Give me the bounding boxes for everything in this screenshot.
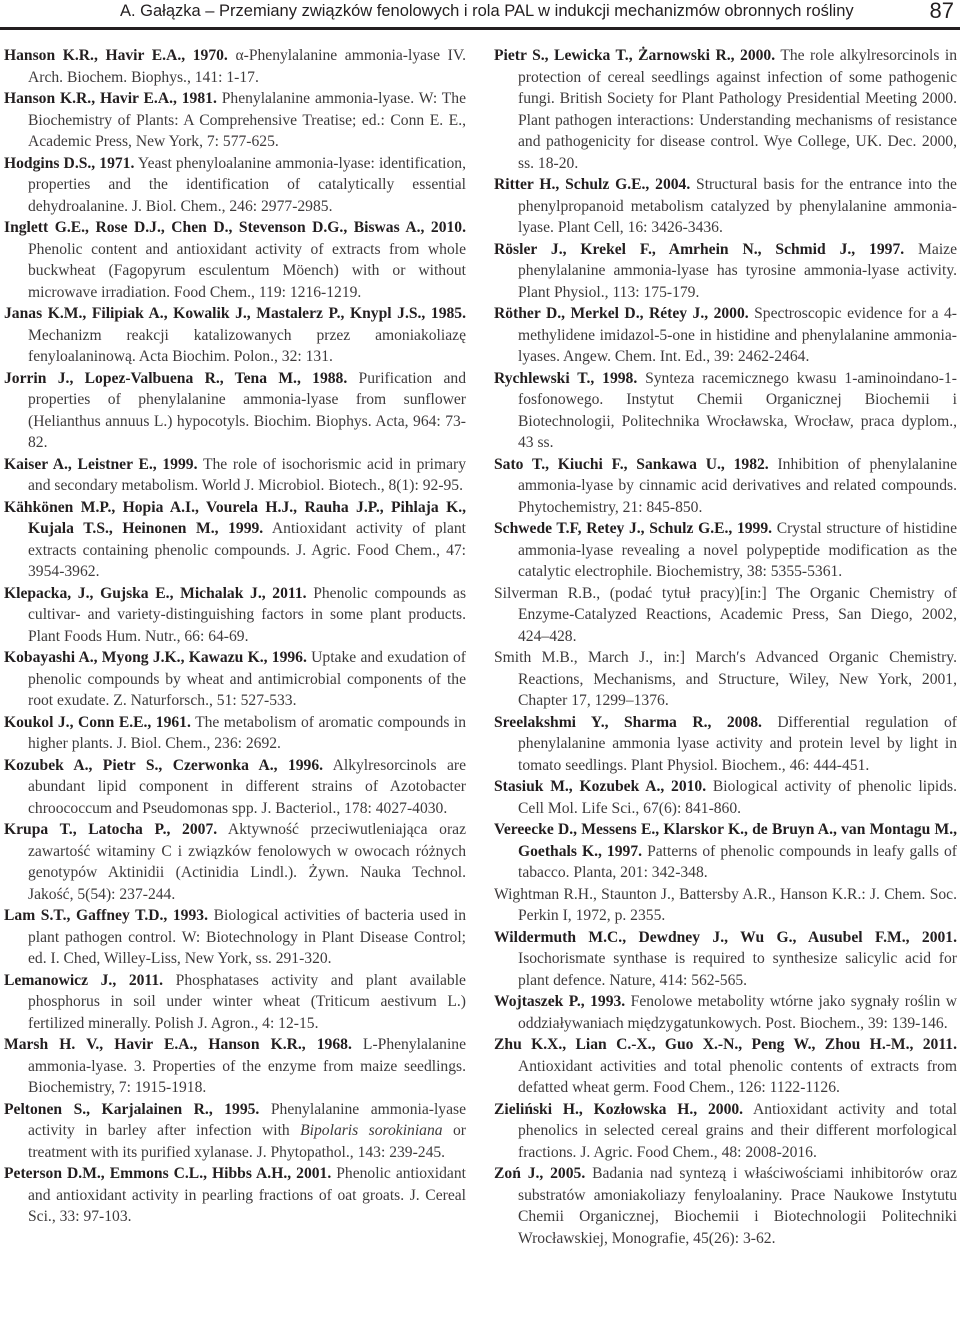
reference-entry [494, 303, 957, 368]
reference-authors: Janas K.M., Filipiak A., Kowalik J., Mastalerz P., Knypl J.S., 1985. [4, 305, 466, 322]
reference-text: Inhibition of phenylalanine ammonia-lyase by cinnamic acid derivatives and related compounds. Phytochemistry, 21: 845-850. [518, 455, 957, 516]
reference-entry [4, 970, 466, 1035]
reference-authors: Hanson K.R., Havir E.A., 1981. [4, 90, 217, 107]
reference-entry [494, 45, 957, 174]
reference-entry [4, 819, 466, 905]
reference-text: The role alkylresorcinols in protection of cereal seedlings against infection of some pathogenic fungi. British Society for Plant Pathology Presidential Meeting 2000. Plant pathogen interactions: Understanding mechanisms of resistance and pathogenicity for disease control. Wye College, UK. Dec. 2000, ss. 18-20. [518, 47, 957, 172]
reference-text: Aktywność przeciwutleniająca oraz zawartość witaminy C i związków fenolowych w owocach różnych genotypów Aktinidii (Actinidia Lindl.). Żywn. Nauka Technol. Jakość, 5(54): 237-244. [28, 821, 466, 903]
reference-text: The metabolism of aromatic compounds in higher plants. J. Biol. Chem., 236: 2692. [28, 713, 466, 752]
reference-text: Phenylalanine ammonia-lyase activity in barley after infection with [28, 1100, 467, 1139]
reference-entry [4, 1099, 466, 1164]
reference-authors: Zoń J., 2005. [494, 1165, 586, 1182]
reference-entry [494, 647, 957, 712]
reference-authors: Peltonen S., Karjalainen R., 1995. [4, 1100, 260, 1118]
reference-authors: Schwede T.F, Retey J., Schulz G.E., 1999. [494, 520, 773, 537]
reference-entry [4, 303, 466, 368]
reference-text: Phosphatases activity and plant available phosphorus in soil under winter wheat (Triticum aestivum L.) fertilized minerally. Polish J. Agron., 4: 12-15. [28, 971, 466, 1032]
reference-entry [4, 905, 466, 970]
reference-authors: Sreelakshmi Y., Sharma R., 2008. [494, 713, 762, 731]
reference-authors: Krupa T., Latocha P., 2007. [4, 821, 218, 838]
reference-text: L-Phenylalanine ammonia-lyase. 3. Properties of the enzyme from maize seedlings. Biochemistry, 7: 1915-1918. [28, 1036, 466, 1096]
reference-authors: Rösler J., Krekel F., Amrhein N., Schmid J., 1997. [494, 240, 905, 258]
reference-entry [4, 454, 466, 497]
reference-authors: Koukol J., Conn E.E., 1961. [4, 713, 191, 731]
reference-authors: Ritter H., Schulz G.E., 2004. [494, 176, 691, 193]
reference-entry [494, 819, 957, 884]
reference-authors: Jorrin J., Lopez-Valbuena R., Tena M., 1988. [4, 369, 348, 387]
running-title: A. Gałązka – Przemiany związków fenolowych i rola PAL w indukcji mechanizmów obronnych rośliny [120, 2, 854, 20]
reference-text: Silverman R.B., (podać tytuł pracy)[in:] The Organic Chemistry of Enzyme-Catalyzed Reactions, Academic Press, San Diego, 2002, 424–428. [494, 584, 957, 645]
reference-text: Mechanizm reakcji katalizowanych przez amoniakoliazę fenyloalaninową. Acta Biochim. Polon., 32: 131. [28, 326, 466, 365]
page-header [0, 0, 960, 26]
reference-entry [4, 1034, 466, 1099]
reference-entry [494, 1099, 957, 1164]
reference-authors: Vereecke D., Messens E., Klarskor K., de Bruyn A., van Montagu M., Goethals K., 1997. [494, 821, 957, 860]
reference-authors: Hodgins D.S., 1971. [4, 154, 135, 172]
reference-entry [494, 239, 957, 304]
reference-text: Crystal structure of histidine ammonia-lyase revealing a novel polypeptide modification as the catalytic electrophile. Biochemistry, 38: 5355-5361. [518, 520, 957, 580]
reference-text: Synteza racemicznego kwasu 1-aminoindano-1-fosfonowego. Instytut Chemii Organicznej Biochemii i Biotechnologii, Politechnika Wrocławska, Wrocław, praca dyplom., 43 ss. [518, 369, 957, 451]
reference-entry [4, 647, 466, 712]
header-rule [0, 27, 960, 30]
reference-text: α-Phenylalanine ammonia-lyase IV. Arch. Biochem. Biophys., 141: 1-17. [28, 47, 466, 86]
reference-authors: Rychlewski T., 1998. [494, 369, 638, 387]
reference-text: Phenolic antioxidant and antioxidant activity in pearling fractions of oat groats. J. Cereal Sci., 33: 97-103. [28, 1165, 466, 1225]
reference-entry [494, 927, 957, 992]
reference-text: Purification and properties of phenylalanine ammonia-lyase from sunflower (Helianthus annuus L.) hypocotyls. Biochim. Biophys. Acta, 964: 73-82. [28, 369, 467, 451]
reference-entry [4, 1163, 466, 1228]
reference-text: Spectroscopic evidence for a 4-methylidene imidazol-5-one in histidine and phenylalanine ammonia-lyases. Angew. Chem. Int. Ed., 39: 2462-2464. [518, 305, 957, 365]
reference-entry [494, 583, 957, 648]
reference-text: Smith M.B., March J., in:] March′s Advanced Organic Chemistry. Reactions, Mechanisms, and Structure, Wiley, New York, 2001, Chapter 17, 1299–1376. [494, 649, 957, 709]
reference-entry [494, 368, 957, 454]
reference-text: Phenolic content and antioxidant activity of extracts from whole buckwheat (Fagopyrum esculentum Möench) with or without microwave irradiation. Food Chem., 119: 1216-1219. [28, 240, 466, 301]
reference-text: Antioxidant activities and total phenolic contents of extracts from defatted wheat germ. Food Chem., 126: 1122-1126. [518, 1057, 957, 1096]
reference-authors: Zhu K.X., Lian C.-X., Guo X.-N., Peng W., Zhou H.-M., 2011. [494, 1036, 957, 1053]
reference-text: Antioxidant activity of plant extracts containing phenolic compounds. J. Agric. Food Chem., 47: 3954-3962. [28, 520, 466, 580]
reference-entry [4, 712, 466, 755]
references-left-column [4, 45, 466, 1228]
reference-entry [4, 368, 466, 454]
reference-authors: Sato T., Kiuchi F., Sankawa U., 1982. [494, 455, 769, 473]
reference-authors: Wildermuth M.C., Dewdney J., Wu G., Ausubel F.M., 2001. [494, 928, 957, 946]
reference-text: Structural basis for the entrance into the phenylpropanoid metabolism catalyzed by phenylalanine ammonia-lyase. Plant Cell, 16: 3426-3436. [518, 176, 957, 236]
reference-text: Yeast phenyloalanine ammonia-lyase: identification, properties and the identification of catalytically essential dehydroalanine. J. Biol. Chem., 246: 2977-2985. [28, 154, 466, 215]
reference-text: Phenylalanine ammonia-lyase. W: The Biochemistry of Plants: A Comprehensive Treatise; ed.: Conn E. E., Academic Press, New York, 7: 577-625. [28, 90, 466, 150]
reference-text: Patterns of phenolic compounds in leafy galls of tabacco. Planta, 201: 342-348. [518, 842, 957, 881]
reference-entry [4, 153, 466, 218]
reference-authors: Marsh H. V., Havir E.A., Hanson K.R., 1968. [4, 1036, 352, 1053]
reference-authors: Klepacka, J., Gujska E., Michalak J., 2011. [4, 584, 307, 602]
reference-authors: Lam S.T., Gaffney T.D., 1993. [4, 907, 208, 924]
reference-entry [494, 991, 957, 1034]
reference-authors: Wojtaszek P., 1993. [494, 993, 626, 1010]
reference-entry [494, 518, 957, 583]
references-right-column [494, 45, 957, 1249]
reference-entry [494, 776, 957, 819]
reference-entry [494, 1034, 957, 1099]
reference-text: Antioxidant activity and total phenolics in selected cereal grains and their different morfological fractions. J. Agric. Food Chem., 48: 2008-2016. [518, 1100, 957, 1161]
reference-text: Wightman R.H., Staunton J., Battersby A.R., Hanson K.R.: J. Chem. Soc. Perkin I, 1972, p. 2355. [494, 885, 957, 924]
reference-text: Biological activity of phenolic lipids. Cell Mol. Life Sci., 67(6): 841-860. [518, 778, 957, 817]
reference-entry [494, 712, 957, 777]
reference-species-italic: Bipolaris sorokiniana [300, 1122, 443, 1139]
reference-entry [4, 217, 466, 303]
reference-authors: Kähkönen M.P., Hopia A.I., Vourela H.J., Rauha J.P., Pihlaja K., Kujala T.S., Heinonen M., 1999. [4, 498, 466, 537]
reference-entry [4, 88, 466, 153]
reference-entry [494, 884, 957, 927]
reference-authors: Lemanowicz J., 2011. [4, 971, 164, 989]
reference-entry [4, 45, 466, 88]
reference-text: Badania nad syntezą i właściwościami inhibitorów oraz substratów amoniakoliazy fenyloalaniny. Prace Naukowe Instytutu Chemii Organicznej, Biochemii i Biotechnologii Politechniki Wrocławskiej, Monografie, 45(26): 3-62. [518, 1165, 957, 1247]
reference-text: Phenolic compounds as cultivar- and variety-distinguishing factors in some plant products. Plant Foods Hum. Nutr., 66: 64-69. [28, 584, 467, 645]
reference-entry [494, 174, 957, 239]
page-number: 87 [929, 0, 954, 23]
reference-authors: Kobayashi A., Myong J.K., Kawazu K., 1996. [4, 649, 307, 666]
reference-text-continued: or treatment with its purified xylanase. J. Phytopathol., 143: 239-245. [28, 1122, 466, 1161]
reference-authors: Kozubek A., Pietr S., Czerwonka A., 1996. [4, 756, 324, 774]
reference-entry [494, 1163, 957, 1249]
reference-entry [4, 583, 466, 648]
reference-authors: Zieliński H., Kozłowska H., 2000. [494, 1100, 744, 1118]
reference-text: Alkylresorcinols are abundant lipid component in different strains of Azotobacter chroococcum and Pseudomonas spp. J. Bacteriol., 178: 4027-4030. [28, 756, 466, 817]
reference-entry [4, 497, 466, 583]
reference-authors: Peterson D.M., Emmons C.L., Hibbs A.H., 2001. [4, 1165, 332, 1182]
reference-entry [4, 755, 466, 820]
reference-text: Uptake and exudation of phenolic compounds by wheat and antimicrobial components of the root exudate. Z. Naturforsch., 51: 527-533. [28, 649, 466, 709]
reference-text: Maize phenylalanine ammonia-lyase has tyrosine ammonia-lyase activity. Plant Physiol., 113: 175-179. [518, 240, 957, 301]
reference-entry [494, 454, 957, 519]
reference-authors: Röther D., Merkel D., Rétey J., 2000. [494, 305, 749, 322]
reference-text: The role of isochorismic acid in primary and secondary metabolism. World J. Microbiol. Biotech., 8(1): 92-95. [28, 455, 466, 494]
reference-text: Isochorismate synthase is required to synthesize salicylic acid for plant defence. Nature, 414: 562-565. [518, 950, 957, 989]
reference-authors: Inglett G.E., Rose D.J., Chen D., Stevenson D.G., Biswas A., 2010. [4, 219, 466, 236]
reference-authors: Pietr S., Lewicka T., Żarnowski R., 2000. [494, 47, 776, 64]
reference-authors: Stasiuk M., Kozubek A., 2010. [494, 778, 707, 795]
reference-authors: Kaiser A., Leistner E., 1999. [4, 455, 198, 473]
reference-authors: Hanson K.R., Havir E.A., 1970. [4, 47, 228, 64]
reference-text: Biological activities of bacteria used in plant pathogen control. W: Biotechnology in Plant Disease Control; ed. I. Ched, Willey-Liss, New York, ss. 291-320. [28, 907, 466, 967]
reference-text: Differential regulation of phenylalanine ammonia lyase activity and protein level by light in tomato seedlings. Plant Physiol. Biochem., 46: 444-451. [518, 713, 957, 774]
reference-text: Fenolowe metabolity wtórne jako sygnały roślin w oddziaływaniach międzygatunkowych. Post. Biochem., 39: 139-146. [518, 993, 957, 1032]
